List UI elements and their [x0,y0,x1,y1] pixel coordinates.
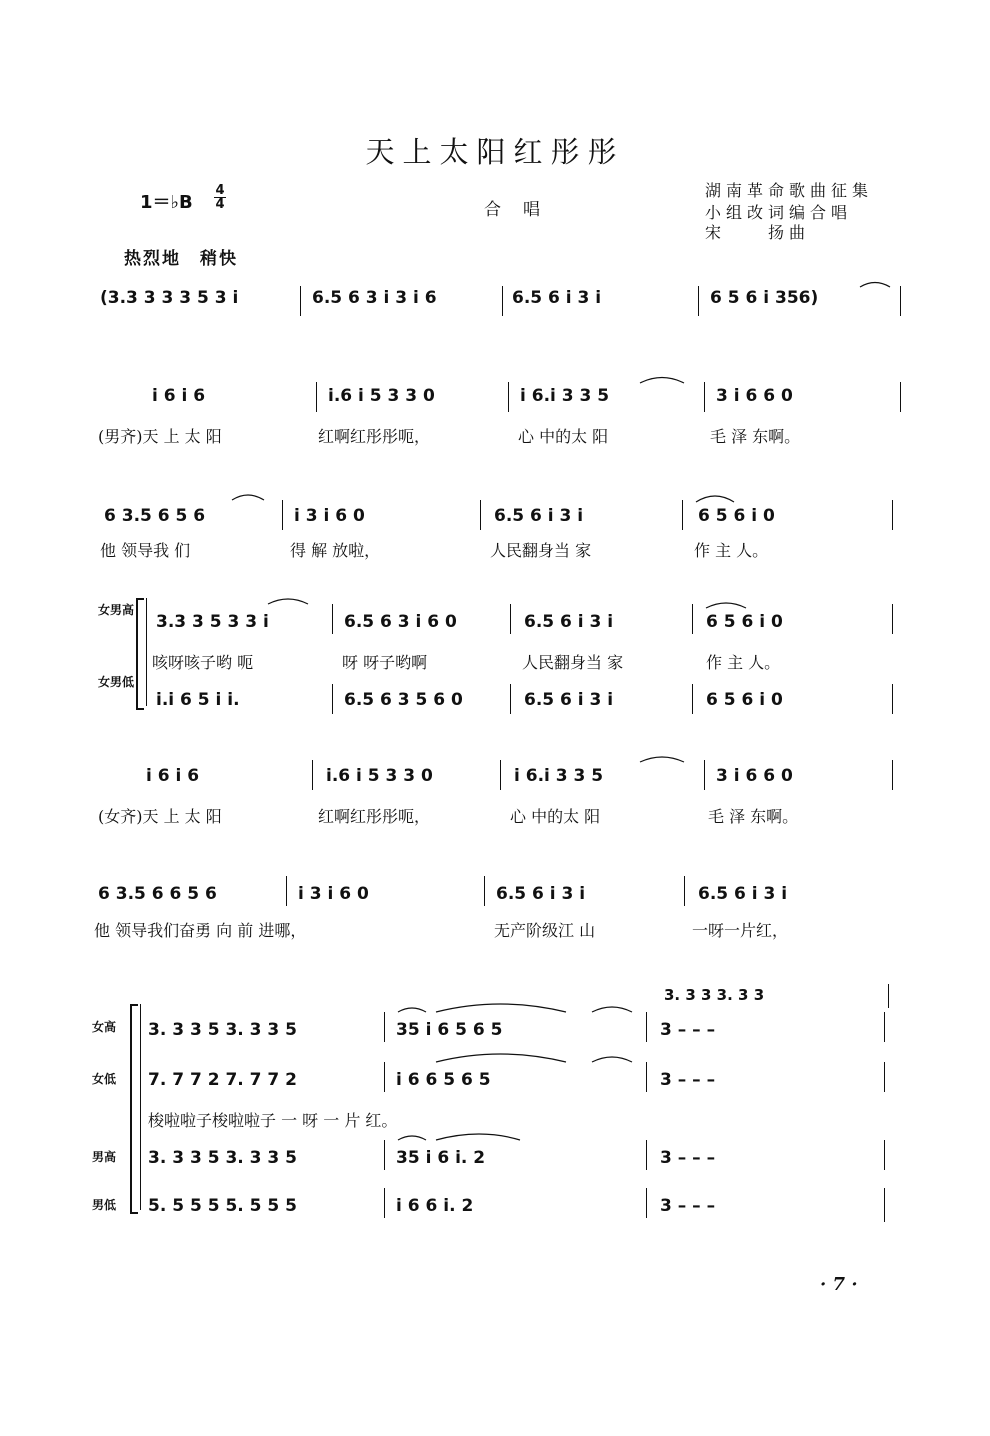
credit-line-3: 宋 扬曲 [705,223,811,242]
barline [892,604,893,634]
barline [692,604,693,634]
s5-measure-4: 6.5 6 i 3 i [698,884,788,904]
system-bracket [130,1004,138,1214]
barline [510,604,511,634]
s6-bass-measure-1: 5. 5 5 5 5. 5 5 5 [148,1196,297,1216]
slur-arc [696,496,734,502]
barline [332,604,333,634]
s4-lyric-1: (女齐)天 上 太 阳 [98,807,222,826]
barline [900,286,901,316]
s3-hi-measure-3: 6.5 6 i 3 i [524,612,614,632]
s1-lyric-4: 毛 泽 东啊。 [710,427,801,446]
s5-measure-1: 6 3.5 6 6 5 6 [98,884,217,904]
key-signature: 1＝♭B [140,192,193,213]
barline [300,286,301,316]
s3-hi-measure-1: 3.3 3 5 3 3 i [156,612,269,632]
system-bracket-line [146,598,147,706]
barline [286,876,287,906]
s5-measure-2: i 3 i 6 0 [298,884,369,904]
s3-lo-measure-2: 6.5 6 3 5 6 0 [344,690,463,710]
barline [892,684,893,714]
s3-lyric-4: 作 主 人。 [706,653,781,672]
slur-arc [592,1007,632,1012]
song-title: 天上太阳红彤彤 [365,135,625,169]
barline [704,382,705,412]
barline [332,684,333,714]
s2-lyric-2: 得 解 放啦， [290,541,381,560]
s3-lo-measure-4: 6 5 6 i 0 [706,690,783,710]
s1-lyric-1: (男齐)天 上 太 阳 [98,427,222,446]
s3-hi-measure-2: 6.5 6 3 i 6 0 [344,612,457,632]
slur-arc [398,1008,426,1012]
slur-arc [592,1057,632,1062]
s3-lyric-3: 人民翻身当 家 [522,653,624,672]
barline [900,382,901,412]
voice-label-upper: 女男高 [98,603,135,617]
s4-measure-2: i.6 i 5 3 3 0 [326,766,433,786]
s6-bass-measure-2: i 6 6 i. 2 [396,1196,474,1216]
system-bracket [136,598,144,710]
barline [384,1188,385,1218]
s6-alto-measure-3: 3 – – – [660,1070,716,1090]
s2-measure-2: i 3 i 6 0 [294,506,365,526]
s6-soprano-measure-3: 3 – – – [660,1020,716,1040]
barline [692,684,693,714]
s6-tenor-measure-3: 3 – – – [660,1148,716,1168]
barline [888,984,889,1008]
s4-lyric-2: 红啊红彤彤呃， [318,807,431,826]
barline [646,1140,647,1170]
barline [892,500,893,530]
slur-arc [232,495,264,500]
voice-label-bass: 男低 [92,1198,117,1212]
slur-arc [268,599,308,604]
barline [282,500,283,530]
voice-label-lower: 女男低 [98,675,135,689]
s2-lyric-1: 他 领导我 们 [100,541,191,560]
barline [682,500,683,530]
slur-arc [436,1134,520,1140]
intro-measure-3: 6.5 6 i 3 i [512,288,602,308]
barline [484,876,485,906]
s5-lyric-2: 无产阶级江 山 [494,921,596,940]
slur-arc [436,1054,566,1062]
system-bracket-line [140,1004,141,1210]
credit-line-2: 小组改词编合唱 [705,203,853,222]
barline [698,286,699,316]
slur-arc [640,757,684,762]
credit-line-1: 湖南革命歌曲征集 [705,181,874,200]
barline [384,1062,385,1092]
s4-lyric-4: 毛 泽 东啊。 [708,807,799,826]
s5-lyric-1: 他 领导我们奋勇 向 前 进哪， [94,921,307,940]
s1-measure-2: i.6 i 5 3 3 0 [328,386,435,406]
time-signature [214,184,226,211]
voice-label-soprano: 女高 [92,1020,117,1034]
barline [480,500,481,530]
s2-lyric-4: 作 主 人。 [694,541,769,560]
barline [884,1012,885,1042]
barline [704,760,705,790]
s3-hi-measure-4: 6 5 6 i 0 [706,612,783,632]
slur-arc [436,1004,566,1012]
barline [384,1140,385,1170]
voice-label-alto: 女低 [92,1072,117,1086]
barline [646,1062,647,1092]
page-number: · 7 · [820,1274,858,1295]
s2-measure-4: 6 5 6 i 0 [698,506,775,526]
barline [884,1188,885,1222]
s1-lyric-2: 红啊红彤彤呃， [318,427,431,446]
barline [884,1062,885,1092]
genre-label: 合唱 [484,200,562,220]
barline [508,382,509,412]
s6-lyric: 梭啦啦子梭啦啦子 一 呀 一 片 红。 [148,1111,398,1130]
barline [684,876,685,906]
barline [312,760,313,790]
barline [500,760,501,790]
s3-lo-measure-1: i.i 6 5 i i. [156,690,240,710]
barline [316,382,317,412]
s6-alto-measure-1: 7. 7 7 2 7. 7 7 2 [148,1070,297,1090]
s1-measure-3: i 6.i 3 3 5 [520,386,610,406]
s2-measure-1: 6 3.5 6 5 6 [104,506,206,526]
s4-lyric-3: 心 中的太 阳 [510,807,601,826]
barline [646,1012,647,1042]
s6-alto-measure-2: i 6 6 5 6 5 [396,1070,491,1090]
s3-lyric-1: 咳呀咳子哟 呃 [152,653,254,672]
s1-lyric-3: 心 中的太 阳 [518,427,609,446]
s4-measure-1: i 6 i 6 [146,766,200,786]
s5-lyric-3: 一呀一片红， [692,921,789,940]
intro-measure-1: (3.3 3 3 3 5 3 i [100,288,239,308]
s6-bass-measure-3: 3 – – – [660,1196,716,1216]
s4-measure-4: 3 i 6 6 0 [716,766,793,786]
slur-arc [640,378,684,384]
s6-soprano-measure-1: 3. 3 3 5 3. 3 3 5 [148,1020,297,1040]
s6-tenor-measure-1: 3. 3 3 5 3. 3 3 5 [148,1148,297,1168]
s6-tenor-measure-2: 35 i 6 i. 2 [396,1148,486,1168]
intro-measure-2: 6.5 6 3 i 3 i 6 [312,288,437,308]
tempo-marking: 热烈地 稍快 [124,249,238,269]
voice-label-tenor: 男高 [92,1150,117,1164]
s3-lo-measure-3: 6.5 6 i 3 i [524,690,614,710]
time-top: 4 [215,183,225,198]
barline [892,760,893,790]
s1-measure-4: 3 i 6 6 0 [716,386,793,406]
barline [884,1140,885,1170]
time-bottom: 4 [215,197,225,212]
s5-measure-3: 6.5 6 i 3 i [496,884,586,904]
ossia-line: 3. 3 3 3. 3 3 [664,986,765,1004]
barline [384,1012,385,1042]
s6-soprano-measure-2: 35 i 6 5 6 5 [396,1020,503,1040]
barline [510,684,511,714]
s4-measure-3: i 6.i 3 3 5 [514,766,604,786]
s1-measure-1: i 6 i 6 [152,386,206,406]
slur-arc [706,603,746,608]
slur-arc [398,1136,426,1140]
s3-lyric-2: 呀 呀子哟啊 [342,653,428,672]
s2-measure-3: 6.5 6 i 3 i [494,506,584,526]
barline [646,1188,647,1218]
barline [502,286,503,316]
intro-measure-4: 6 5 6 i 356) [710,288,819,308]
s2-lyric-3: 人民翻身当 家 [490,541,592,560]
slur-arc [860,283,890,288]
